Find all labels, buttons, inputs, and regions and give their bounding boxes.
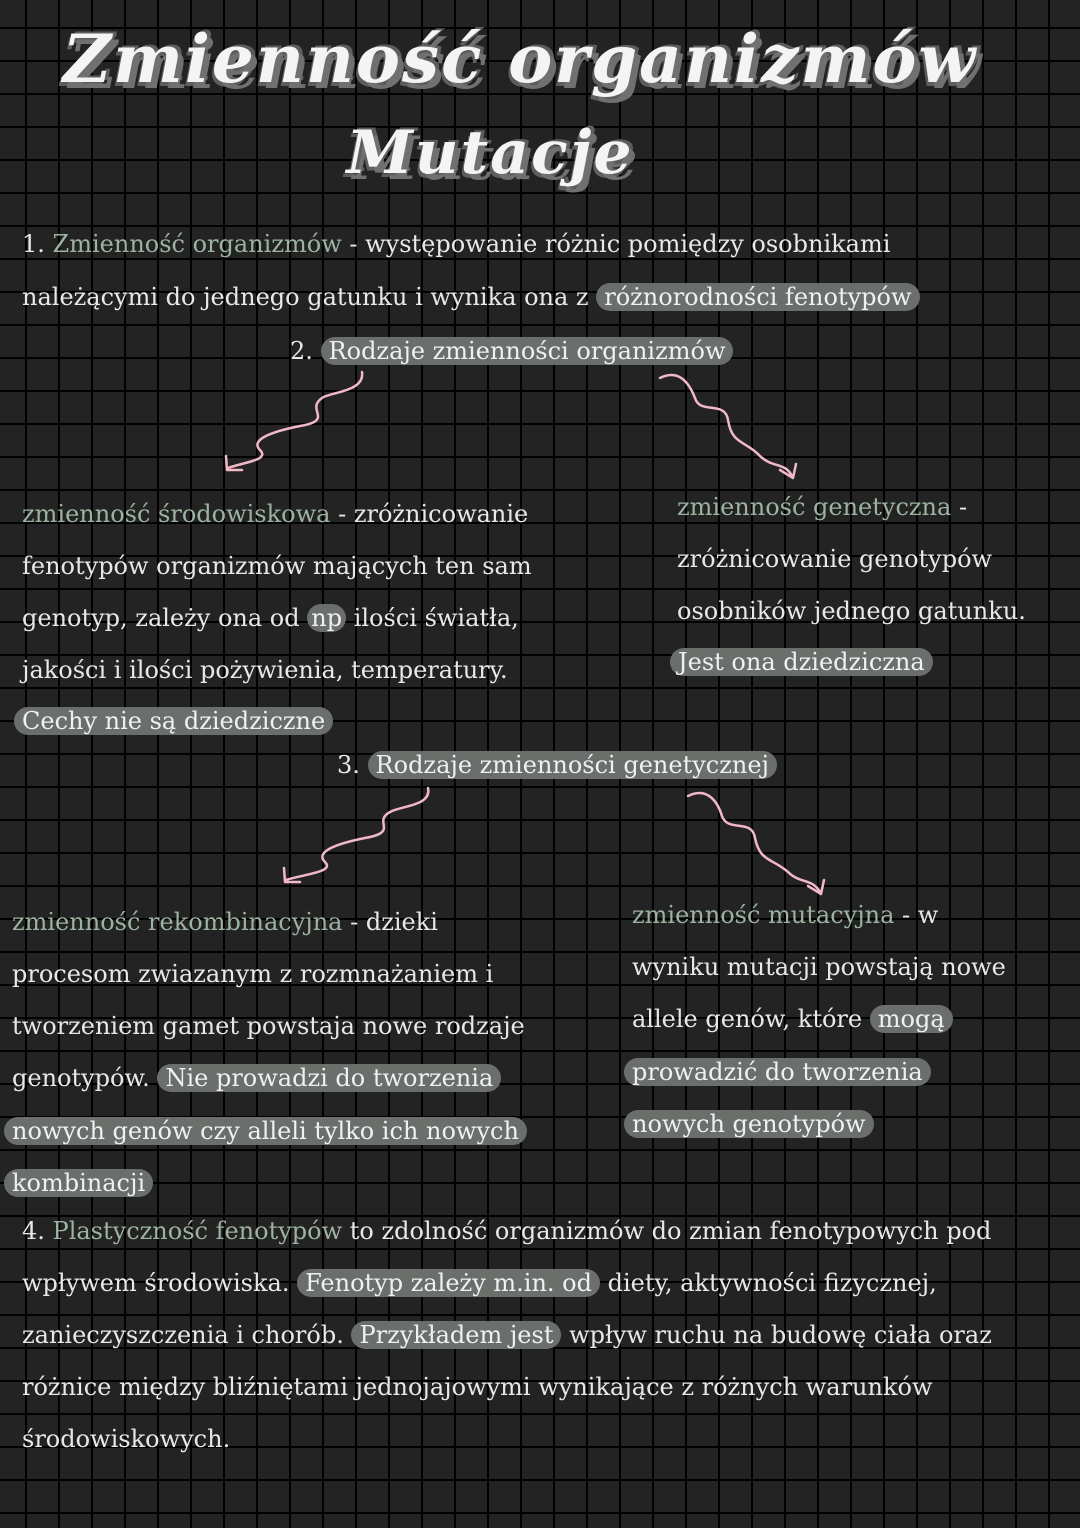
arrow-left-s3 (286, 788, 428, 880)
s3-left-line2: procesom zwiazanym z rozmnażaniem i (12, 960, 494, 988)
s3-left-text: genotypów. (12, 1064, 158, 1092)
s3-right-text: allele genów, które (632, 1005, 870, 1033)
s3-number: 3. (337, 751, 360, 779)
s1-term: Zmienność organizmów (52, 230, 342, 258)
s1-number: 1. (22, 230, 45, 258)
arrow-right-s3 (688, 793, 820, 892)
s1-definition: - występowanie różnic pomiędzy osobnikami (341, 230, 891, 258)
s3-right-highlight: prowadzić do tworzenia (624, 1058, 931, 1086)
s3-left-highlight: Nie prowadzi do tworzenia (157, 1064, 501, 1092)
s3-right-text: - w (894, 901, 939, 929)
s4-text: to zdolność organizmów do zmian fenotypowych pod (342, 1217, 992, 1245)
s4-highlight: Przykładem jest (351, 1321, 561, 1349)
s2-right-highlight: Jest ona dziedziczna (670, 648, 933, 676)
s3-left-highlight: kombinacji (4, 1169, 153, 1197)
s3-left-highlight: nowych genów czy alleli tylko ich nowych (4, 1117, 527, 1145)
s2-left-line4: jakości i ilości pożywienia, temperatury. (22, 656, 508, 684)
s1-text: należącymi do jednego gatunku i wynika ona z (22, 283, 597, 311)
s3-right-term: zmienność mutacyjna (632, 901, 895, 929)
s4-number: 4. (22, 1217, 45, 1245)
s2-left-highlight: Cechy nie są dziedziczne (14, 707, 333, 735)
s4-text: zanieczyszczenia i chorób. (22, 1321, 352, 1349)
s3-right-highlight: mogą (870, 1005, 953, 1033)
page-subtitle: Mutacje (346, 118, 634, 188)
s2-right-line2: zróżnicowanie genotypów (677, 545, 993, 573)
s2-left-text: ilości światła, (346, 604, 519, 632)
s4-text: wpływem środowiska. (22, 1269, 298, 1297)
s3-left-line3: tworzeniem gamet powstaja nowe rodzaje (12, 1012, 525, 1040)
s2-left-highlight-np: np (307, 604, 346, 632)
s2-heading-text: Rodzaje zmienności organizmów (321, 337, 734, 365)
s3-right-line2: wyniku mutacji powstają nowe (632, 953, 1006, 981)
s3-left-text: - dzieki (342, 908, 438, 936)
s2-left-term: zmienność środowiskowa (22, 500, 331, 528)
s4-line5: środowiskowych. (22, 1425, 231, 1453)
s2-right-term: zmienność genetyczna (677, 493, 952, 521)
s3-right-highlight: nowych genotypów (624, 1110, 874, 1138)
s4-term: Plastyczność fenotypów (52, 1217, 343, 1245)
arrow-left-s2 (228, 372, 362, 468)
s2-right-text: - (951, 493, 968, 521)
s2-left-text: genotyp, zależy ona od (22, 604, 308, 632)
s3-left-term: zmienność rekombinacyjna (12, 908, 343, 936)
s4-highlight: Fenotyp zależy m.in. od (297, 1269, 600, 1297)
s2-right-line3: osobników jednego gatunku. (677, 597, 1026, 625)
s2-number: 2. (290, 337, 313, 365)
s2-left-line2: fenotypów organizmów mających ten sam (22, 552, 532, 580)
arrow-right-s2 (660, 375, 792, 476)
s4-text: wpływ ruchu na budowę ciała oraz (561, 1321, 992, 1349)
s1-highlight: różnorodności fenotypów (596, 283, 919, 311)
s4-line4: różnice między bliźniętami jednojajowymi wynikające z różnych warunków (22, 1373, 933, 1401)
page-title: Zmienność organizmów (62, 20, 978, 98)
s2-left-text: - zróżnicowanie (330, 500, 529, 528)
s4-text: diety, aktywności fizycznej, (599, 1269, 937, 1297)
s3-heading-text: Rodzaje zmienności genetycznej (368, 751, 777, 779)
